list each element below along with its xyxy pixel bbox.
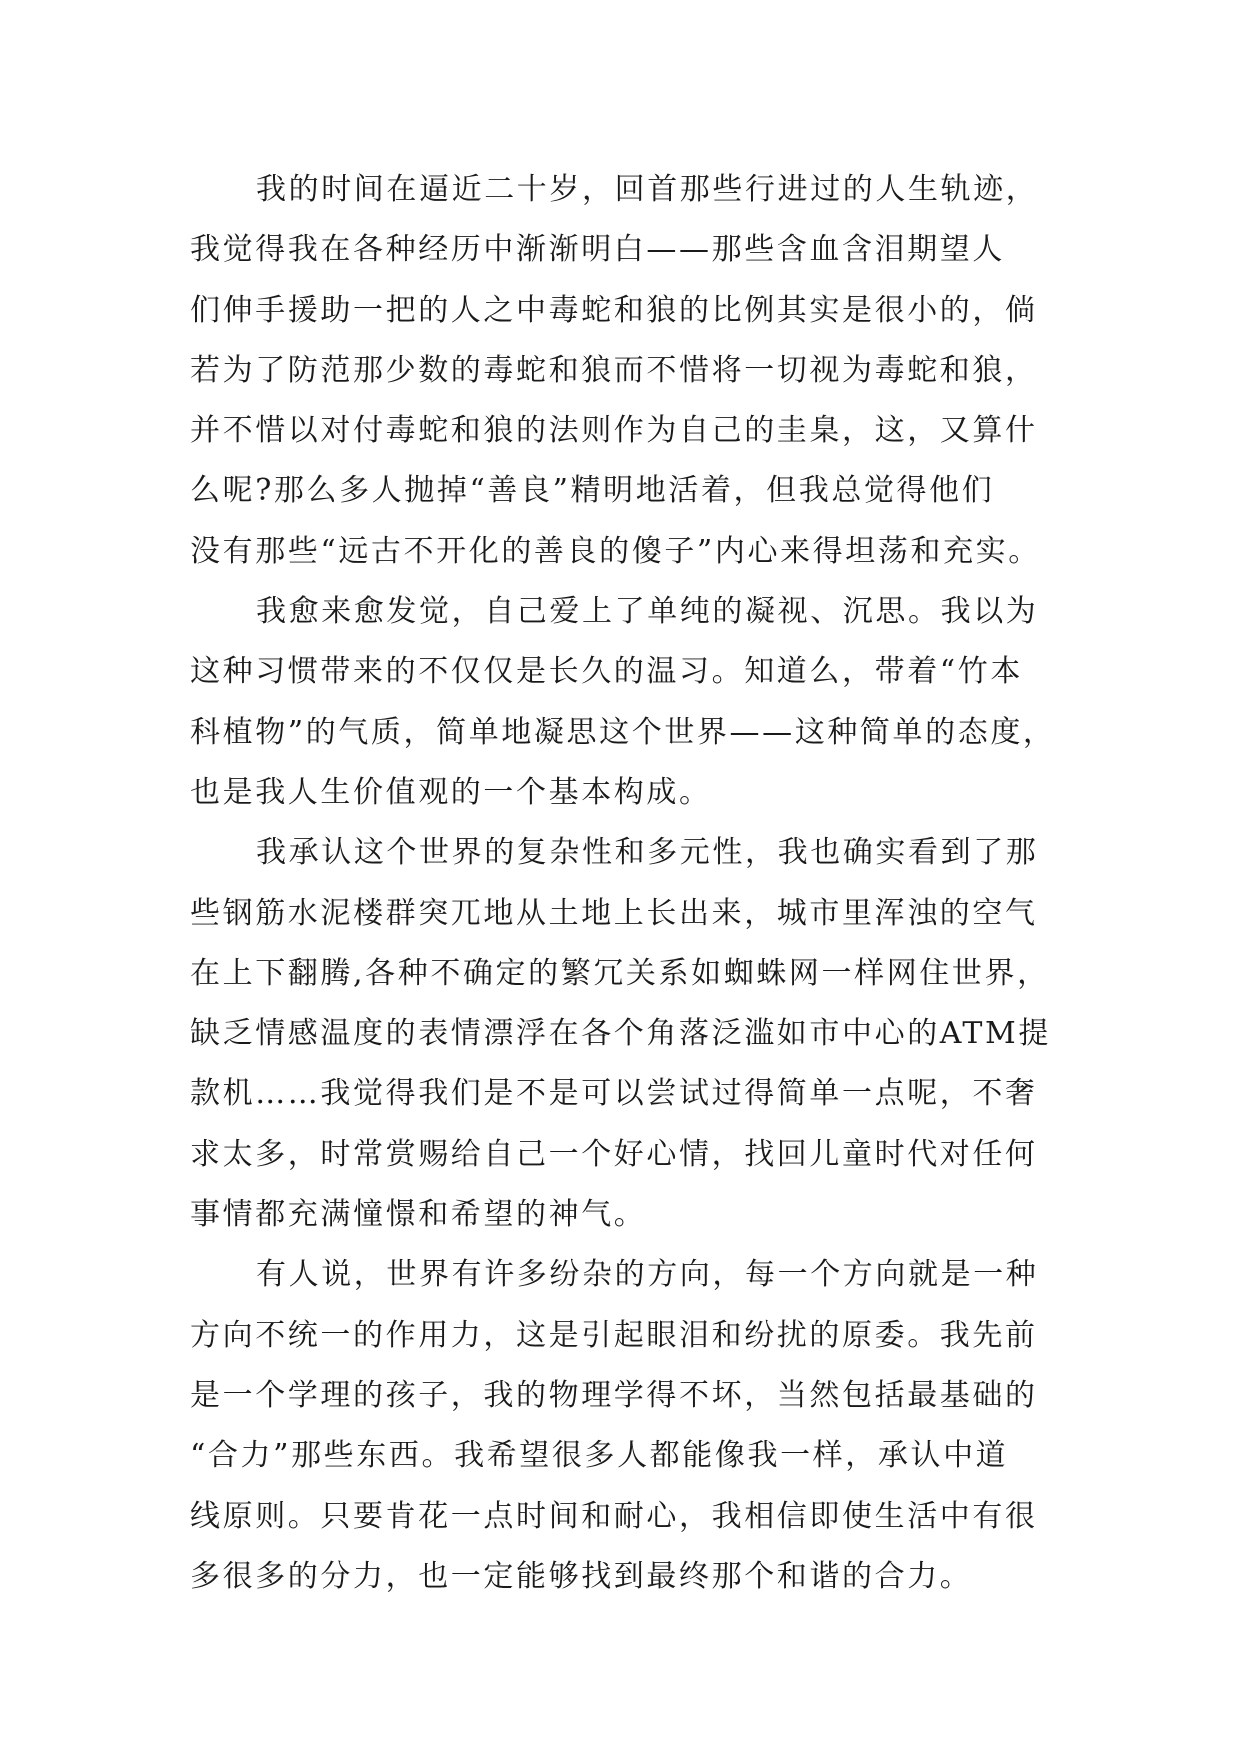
- text-line: 这种习惯带来的不仅仅是长久的温习。知道么，带着“竹本: [190, 654, 1023, 690]
- text-line: 我觉得我在各种经历中渐渐明白——那些含血含泪期望人: [190, 232, 1005, 268]
- text-line: 些钢筋水泥楼群突兀地从土地上长出来，城市里浑浊的空气: [190, 895, 1038, 931]
- text-line: 们伸手援助一把的人之中毒蛇和狼的比例其实是很小的，倘: [190, 292, 1038, 328]
- paragraph-2: [190, 582, 1060, 823]
- text-line: 也是我人生价值观的一个基本构成。: [190, 774, 712, 810]
- text-line: “合力”那些东西。我希望很多人都能像我一样，承认中道: [190, 1438, 1009, 1474]
- text-line: 我承认这个世界的复杂性和多元性，我也确实看到了那: [256, 835, 1039, 871]
- text-line: 款机……我觉得我们是不是可以尝试过得简单一点呢，不奢: [190, 1076, 1038, 1112]
- paragraph-4: [190, 1245, 1060, 1607]
- text-line: 我的时间在逼近二十岁，回首那些行进过的人生轨迹，: [256, 172, 1039, 207]
- text-line: 是一个学理的孩子，我的物理学得不坏，当然包括最基础的: [190, 1377, 1038, 1413]
- text-line: 方向不统一的作用力，这是引起眼泪和纷扰的原委。我先前: [190, 1317, 1038, 1353]
- text-line: 有人说，世界有许多纷杂的方向，每一个方向就是一种: [256, 1257, 1039, 1293]
- paragraph-3: [190, 823, 1060, 1245]
- essay-body: [190, 160, 1060, 1607]
- text-line: 我愈来愈发觉，自己爱上了单纯的凝视、沉思。我以为: [256, 594, 1039, 630]
- text-line: 没有那些“远古不开化的善良的傻子”内心来得坦荡和充实。: [190, 533, 1041, 569]
- text-line: 并不惜以对付毒蛇和狼的法则作为自己的圭臬，这，又算什: [190, 413, 1038, 449]
- text-line: 科植物”的气质，简单地凝思这个世界——这种简单的态度，: [190, 714, 1056, 750]
- text-line: 在上下翻腾,各种不确定的繁冗关系如蜘蛛网一样网住世界，: [190, 955, 1050, 991]
- text-line: 线原则。只要肯花一点时间和耐心，我相信即使生活中有很: [190, 1498, 1038, 1534]
- text-line: 事情都充满憧憬和希望的神气。: [190, 1197, 647, 1233]
- text-line: 缺乏情感温度的表情漂浮在各个角落泛滥如市中心的ATM提: [190, 1016, 1051, 1052]
- paragraph-1: [190, 160, 1060, 582]
- text-line: 多很多的分力，也一定能够找到最终那个和谐的合力。: [190, 1558, 973, 1594]
- text-line: 若为了防范那少数的毒蛇和狼而不惜将一切视为毒蛇和狼，: [190, 352, 1038, 388]
- text-line: 么呢?那么多人抛掉“善良”精明地活着，但我总觉得他们: [190, 473, 995, 509]
- text-line: 求太多，时常赏赐给自己一个好心情，找回儿童时代对任何: [190, 1136, 1038, 1172]
